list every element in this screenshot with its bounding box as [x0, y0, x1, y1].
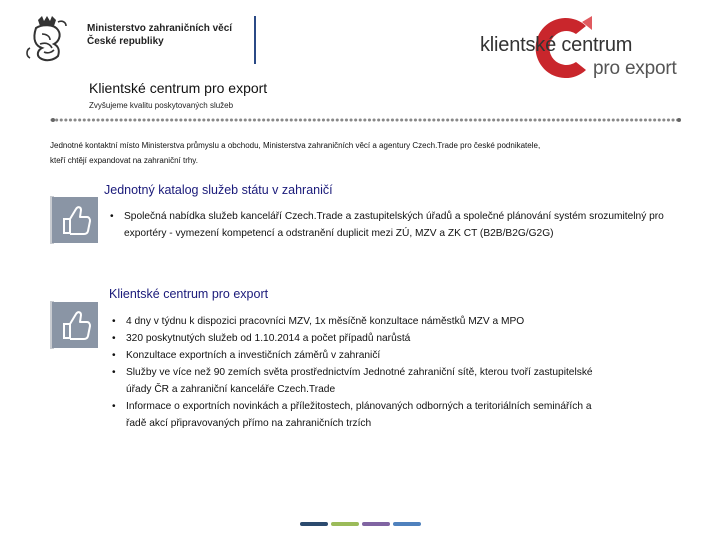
intro-line1: Jednotné kontaktní místo Ministerstva průmyslu a obchodu, Ministerstva zahraničních věcí a agentury Czech.Trade pro české podnikatele, — [50, 141, 541, 150]
thumbs-up-icon — [52, 197, 98, 243]
list-item: • Konzultace exportních a investičních záměrů v zahraničí — [112, 347, 612, 364]
footer-bar-green — [331, 522, 359, 526]
section2-bullet-list — [112, 313, 612, 432]
section1-title: Jednotný katalog služeb státu v zahraničí — [104, 183, 333, 197]
header-divider — [254, 16, 256, 64]
list-item: • Informace o exportních novinkách a příležitostech, plánovaných odborných a teritoriálních seminářích a řadě akcí připravovaných přímo na zahraničních trzích — [112, 398, 612, 432]
list-item: • 4 dny v týdnu k dispozici pracovníci MZV, 1x měsíčně konzultace náměstků MZV a MPO — [112, 313, 612, 330]
ministry-name — [87, 22, 232, 48]
ministry-name-line1: Ministerstvo zahraničních věcí — [87, 23, 233, 34]
footer-bar-blue — [393, 522, 421, 526]
section2-title: Klientské centrum pro export — [109, 287, 269, 301]
intro-line2: kteří chtějí expandovat na zahraniční trhy. — [50, 156, 198, 165]
kc-logo-line2: pro export — [593, 58, 677, 79]
section1-bullet-list — [110, 208, 670, 242]
intro-text — [50, 138, 690, 168]
czech-lion-emblem-icon — [22, 14, 70, 64]
ministry-name-line2: České republiky — [87, 36, 164, 47]
list-item: • Služby ve více než 90 zemích světa prostřednictvím Jednotné zahraniční sítě, kterou tvoří zastupitelské úřady ČR a zahraniční kanceláře Czech.Trade — [112, 364, 612, 398]
footer-bar-navy — [300, 522, 328, 526]
thumbs-up-icon — [52, 302, 98, 348]
page-title: Klientské centrum pro export — [89, 80, 268, 96]
kc-logo-line1: klientské centrum — [480, 34, 633, 56]
list-item: • Společná nabídka služeb kanceláří Czech.Trade a zastupitelských úřadů a společné plánování systém srozumitelný pro exportéry - vymezení kompetencí a odstranění duplicit mezi ZÚ, MZV a ZK CT (B2B/B2G/G2G) — [110, 208, 670, 242]
page-subtitle: Zvyšujeme kvalitu poskytovaných služeb — [89, 101, 234, 110]
list-item: • 320 poskytnutých služeb od 1.10.2014 a počet případů narůstá — [112, 330, 612, 347]
dotted-divider — [50, 118, 682, 122]
footer-bar-purple — [362, 522, 390, 526]
